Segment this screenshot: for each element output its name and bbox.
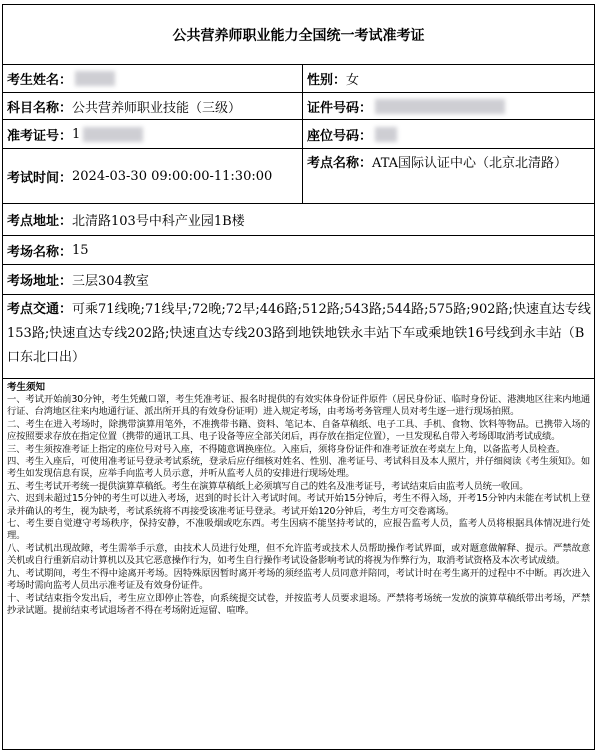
subject-label: 科目名称： (7, 100, 73, 116)
notice-item-7: 七、考生要自觉遵守考场秩序，保持安静，不准吸烟或吃东西。考生因病不能坚持考试的，应报告监考人员，监考人员将根据具体情况进行处理。 (7, 518, 590, 542)
traffic-label: 考点交通： (7, 302, 73, 317)
center-label: 考点名称： (307, 156, 373, 171)
row-room-address (3, 265, 594, 295)
gender-label: 性别： (307, 73, 347, 88)
row-address (3, 204, 594, 236)
redacted-name-block (75, 71, 115, 86)
notice-title: 考生须知 (7, 382, 46, 393)
redacted-idno-block (375, 99, 505, 114)
center-cell (303, 149, 594, 203)
notice-item-5: 五、考生考试开考统一提供演算草稿纸。考生在演算草稿纸上必须填写自己的姓名及准考证号，考试结束后由监考人员统一收回。 (7, 480, 529, 492)
subject-cell (3, 93, 303, 119)
row-subject (3, 93, 594, 120)
notice-item-8: 八、考试机出现故障，考生需举手示意，由技术人员进行处理，但不允许监考或技术人员帮助操作考试界面，或对题意做解释、提示。严禁故意关机或自行重新启动计算机以及其它恶意操作行为，如考生自行操作考试设备影响考试的将视为作弊行为，取消考试资格及本次考试成绩。 (7, 542, 590, 567)
gender-cell (303, 65, 594, 92)
ticket-value: 1 (72, 126, 81, 142)
seat-label: 座位号码： (307, 128, 373, 144)
room-address-label: 考场地址： (7, 274, 73, 289)
room-address-cell (3, 265, 594, 294)
admission-ticket (2, 4, 595, 750)
room-value: 15 (72, 242, 89, 258)
time-cell (3, 149, 303, 203)
notice-item-3: 三、考生须按准考证上指定的座位号对号入座，不得随意调换座位。入座后，须将身份证件和准考证放在考桌左上角，以备监考人员检查。 (7, 443, 565, 455)
notice-item-9: 九、考试期间，考生不得中途离开考场。因特殊原因暂时离开考场的须经监考人员同意并陪同，考试计时在考生离开的过程中不中断。再次进入考场时需向监考人员出示准考证及有效身份证件。 (7, 567, 590, 592)
time-label: 考试时间： (7, 170, 73, 186)
notice-item-4: 四、考生入座后，可使用准考证号登录考试系统，登录后应仔细核对姓名、性别、准考证号、考试科目及本人照片，并仔细阅读《考生须知》。如考生如发现信息有误，应举手向监考人员示意，并听从监考人员的安排进行现场处理。 (7, 456, 590, 480)
title-row (3, 5, 594, 65)
idno-cell (303, 93, 594, 119)
traffic-value: 可乘71线晚;71线早;72晚;72早;446路;512路;543路;544路;575路;902路;快速直达专线153路;快速直达专线202路;快速直达专线203路到地铁地铁永丰站下车或乘地铁16号线到永丰站（B口东北口出） (7, 302, 591, 365)
redacted-seat-block (375, 127, 397, 142)
row-time (3, 149, 594, 204)
notice-item-6: 六、迟到未超过15分钟的考生可以进入考场，迟到的时长计入考试时间。考试开始15分钟后，考生不得入场，开考15分钟内未能在考试机上登录并确认的考生，视为缺考，考试系统将不再接受该准考证号登录。考试开始120分钟后，考生方可交卷离场。 (7, 493, 590, 517)
seat-cell (303, 120, 594, 148)
row-traffic (3, 295, 594, 379)
notice-item-2: 二、考生在进入考场时，除携带演算用笔外，不准携带书籍、资料、笔记本、自备草稿纸、电子工具、手机、食物、饮料等物品。已携带入场的应按照要求存放在指定位置（携带的通讯工具、电子设备等应全部关闭后，再存放在指定位置），一旦发现私自带入考场即取消考试成绩。 (7, 418, 590, 443)
room-cell (3, 236, 594, 264)
row-ticket (3, 120, 594, 149)
notice-item-10: 十、考试结束指令发出后，考生应立即停止答卷，向系统提交试卷，并按监考人员要求退场。严禁将考场统一发放的演算草稿纸带出考场，严禁抄录试题。提前结束考试退场者不得在考场附近逗留、喧哗。 (7, 592, 590, 616)
center-value: ATA国际认证中心（北京北清路） (372, 156, 568, 171)
row-room (3, 236, 594, 265)
document-title: 公共营养师职业能力全国统一考试准考证 (172, 27, 425, 44)
subject-value: 公共营养师职业技能（三级） (72, 100, 242, 116)
address-label: 考点地址： (7, 214, 73, 229)
exam-notice (3, 379, 594, 749)
ticket-cell (3, 120, 303, 148)
ticket-label: 准考证号： (7, 128, 73, 144)
time-value: 2024-03-30 09:00:00-11:30:00 (72, 168, 273, 184)
gender-value: 女 (346, 73, 360, 88)
room-address-value: 三层304教室 (72, 274, 149, 289)
traffic-cell (3, 295, 594, 378)
row-name (3, 65, 594, 93)
name-cell (3, 65, 303, 92)
address-cell (3, 204, 594, 235)
name-label: 考生姓名： (7, 73, 73, 88)
room-label: 考场名称： (7, 244, 73, 260)
redacted-ticket-block (83, 127, 143, 142)
address-value: 北清路103号中科产业园1B楼 (72, 214, 245, 229)
idno-label: 证件号码： (307, 100, 373, 116)
notice-item-1: 一、考试开始前30分钟，考生凭戴口罩，考生凭准考证、报名时提供的有效实体身份证件原件（居民身份证、临时身份证、港澳地区往来内地通行证、台湾地区往来内地通行证、派出所开具的有效身份证明）进入规定考场，由考场考务管理人员对考生逐一进行现场拍照。 (7, 394, 590, 418)
